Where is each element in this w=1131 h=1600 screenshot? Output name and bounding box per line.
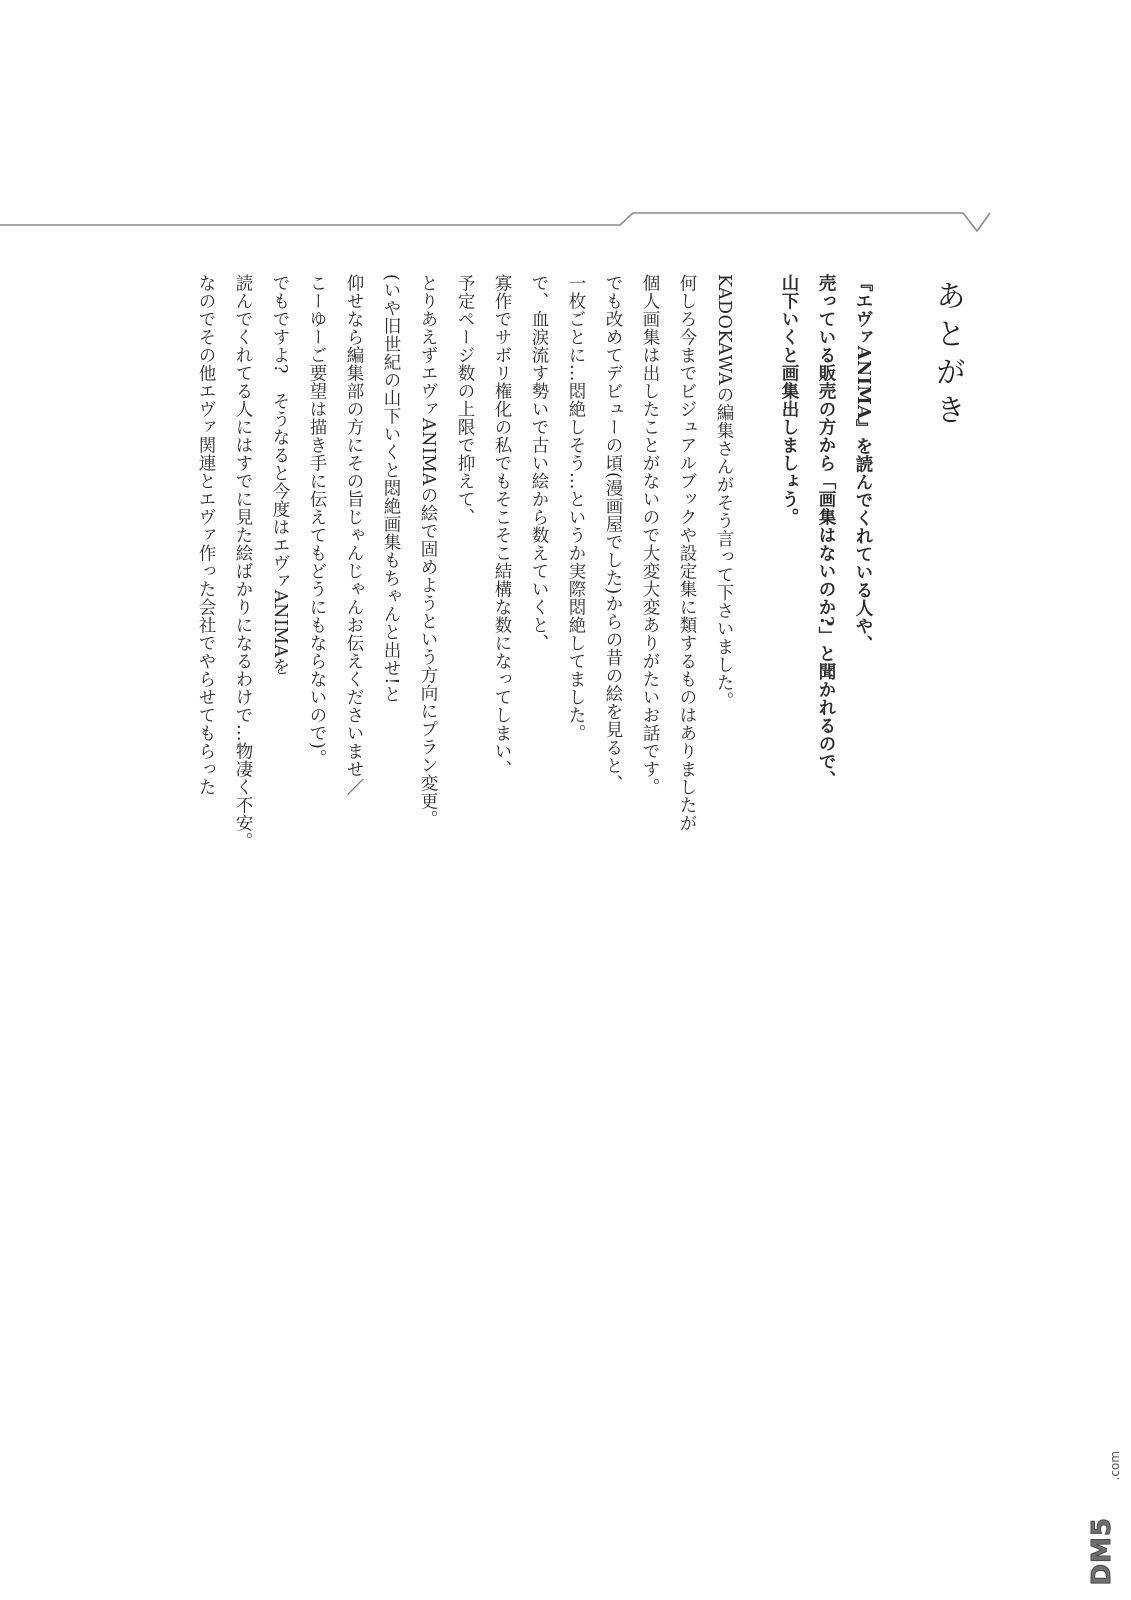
text-line: KADOKAWAの編集さんがそう言って下さいました。 <box>714 274 734 710</box>
text-line: 予定ページ数の上限で抑えて、 <box>455 274 475 526</box>
text-line: 山下いくと画集出しましょう。 <box>779 274 799 526</box>
text-line: 『エヴァANIMA』を読んでくれている人や、 <box>853 274 873 654</box>
watermark-domain-suffix: .com <box>1108 1450 1122 1480</box>
text-line: 読んでくれてる人にはすでに見た絵ばかりになるわけで…物凄く不安。 <box>233 274 253 850</box>
text-line: 売っている販売の方から「画集はないのか?」と聞かれるので、 <box>816 274 836 789</box>
text-line: 仰せなら編集部の方にその旨じゃんじゃんお伝えくださいませ／ <box>344 274 364 796</box>
text-line: こーゆーご要望は描き手に伝えてもどうにもならないので)。 <box>307 274 327 768</box>
text-line: (いや旧世紀の山下いくと悶絶画集もちゃんと出せ!と <box>381 274 401 703</box>
text-line: で、血涙流す勢いで古い絵から数えていくと、 <box>529 274 549 652</box>
text-line: でもですよ? そうなると今度はエヴァANIMAを <box>270 274 290 676</box>
watermark-logo: DM5 <box>1087 1517 1117 1586</box>
text-line: 一枚ごとに…悶絶しそう…というか実際悶絶してました。 <box>566 274 586 742</box>
afterword-body <box>187 274 881 894</box>
afterword-title: あとがき <box>930 280 965 432</box>
text-line: でも改めてデビューの頃(漫画屋でした)からの昔の絵を見ると、 <box>603 274 623 793</box>
text-line: なのでその他エヴァ関連とエヴァ作った会社でやらせてもらった <box>196 274 216 796</box>
text-line: 何しろ今までビジュアルブックや設定集に類するものはありましたが <box>677 274 697 832</box>
text-line: 寡作でサボリ権化の私でもそこそこ結構な数になってしまい、 <box>492 274 512 778</box>
paragraph-gap <box>742 274 770 894</box>
header-rule <box>0 205 1020 245</box>
text-line: 個人画集は出したことがないので大変大変ありがたいお話です。 <box>640 274 660 796</box>
text-line: とりあえずエヴァANIMAの絵で固めようという方向にプラン変更。 <box>418 274 438 828</box>
